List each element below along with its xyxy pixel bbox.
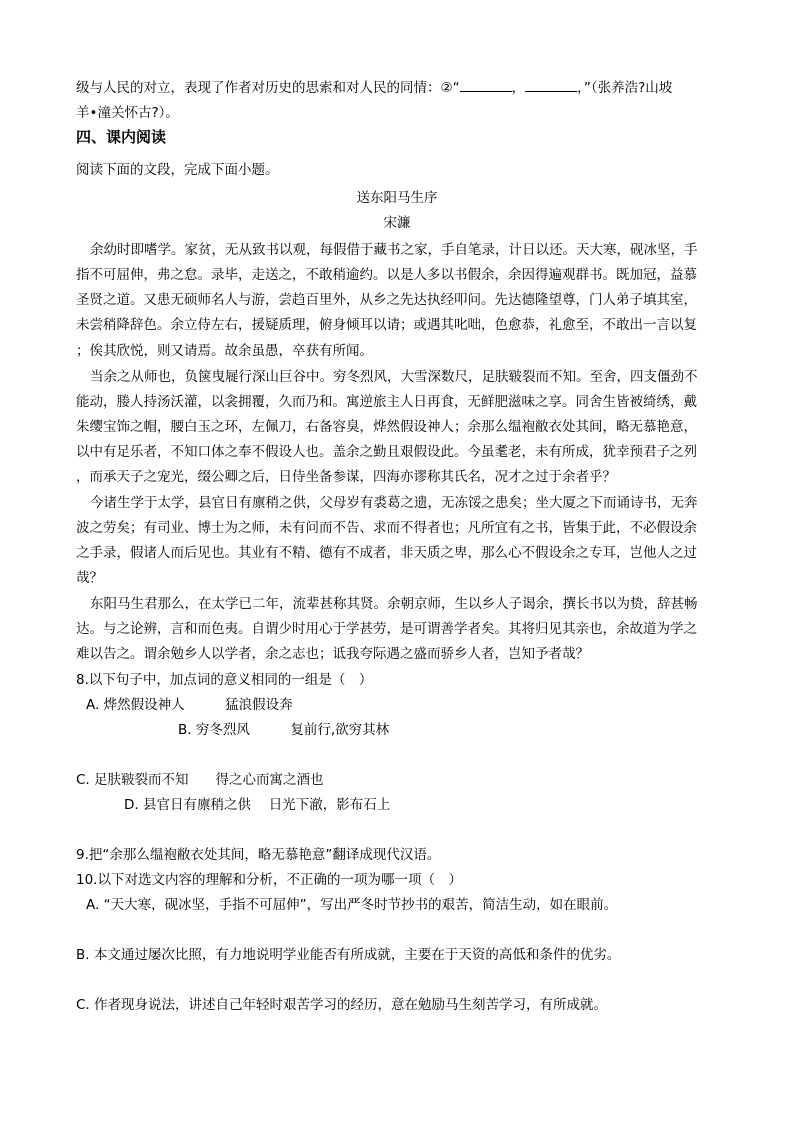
essay-line: 圣贤之道。又患无硕师名人与游，尝趋百里外，从乡之先达执经叩问。先达德隆望尊，门人弟子填其室， [76,292,697,308]
question-8-stem: 8.以下句子中，加点词的意义相同的一组是（ ） [76,672,373,688]
intro-line-2: 羊•潼关怀古?）。 [76,105,179,121]
essay-line: 达。与之论辨，言和而色夷。自谓少时用心于学甚劳，是可谓善学者矣。其将归见其亲也，余故道为学之 [76,621,697,637]
question-8-option-d[interactable]: D. 县官日有廪稍之供 日光下澈，影布石上 [124,797,391,813]
essay-line: 以中有足乐者，不知口体之奉不假设人也。盖余之勤且艰假设此。今虽耄老，未有所成，犹幸预君子之列 [76,444,697,460]
essay-line: ；俟其欣悦，则又请焉。故余虽愚，卒获有所闻。 [76,343,373,359]
essay-line: 朱缨宝饰之帽，腰白玉之环，左佩刀，右备容臭，烨然假设神人；余那么缊袍敝衣处其间，略无慕艳意， [76,419,697,435]
essay-line: ，而承天子之宠光，缀公卿之后，日侍坐备参谋，四海亦谬称其氏名，况才之过于余者乎？ [76,469,616,485]
essay-author: 宋濂 [383,215,411,231]
essay-line: 当余之从师也，负箧曳屣行深山巨谷中。穷冬烈风，大雪深数尺，足肤皲裂而不知。至舍，四支僵劲不 [90,369,698,385]
instruction: 阅读下面的文段，完成下面小题。 [76,162,279,178]
answer-blank-2[interactable] [525,79,577,92]
question-10-option-a[interactable]: A. “天大寒，砚冰坚，手指不可屈伸”，写出严冬时节抄书的艰苦，简洁生动，如在眼前。 [86,897,618,913]
section-title: 四、课内阅读 [76,128,167,146]
essay-line: 今诸生学于太学，县官日有廪稍之供，父母岁有裘葛之遗，无冻馁之患矣；坐大厦之下而诵诗书，无奔 [90,495,698,511]
essay-title: 送东阳马生序 [356,190,438,206]
question-8-option-b[interactable]: B. 穷冬烈风 复前行,欲穷其林 [178,722,390,738]
essay-line: 东阳马生君那么，在太学已二年，流辈甚称其贤。余朝京师，生以乡人子谒余，撰长书以为贽，辞甚畅 [90,596,698,612]
essay-line: 余幼时即嗜学。家贫，无从致书以观，每假借于藏书之家，手自笔录，计日以还。天大寒，砚冰坚，手 [90,242,698,258]
question-8-option-a[interactable]: A. 烨然假设神人 猛浪假设奔 [86,697,293,713]
question-9: 9.把“余那么缊袍敝衣处其间，略无慕艳意”翻译成现代汉语。 [76,847,441,863]
essay-line: 能动，媵人持汤沃灌，以衾拥覆，久而乃和。寓逆旅主人日再食，无鲜肥滋味之享。同舍生皆被绮绣，戴 [76,394,697,410]
essay-line: 未尝稍降辞色。余立侍左右，援疑质理，俯身倾耳以请；或遇其叱咄，色愈恭，礼愈至，不敢出一言以复 [76,317,697,333]
intro-line-1: 级与人民的对立，表现了作者对历史的思索和对人民的同情：②“ ， ，”（张养浩?山坡 [76,80,673,96]
essay-line: 哉？ [76,570,103,586]
essay-line: 难以告之。谓余勉乡人以学者，余之志也；诋我夸际遇之盛而骄乡人者，岂知予者哉？ [76,646,589,662]
question-10-stem: 10.以下对选文内容的理解和分析，不正确的一项为哪一项（ ） [76,872,462,888]
question-10-option-b[interactable]: B. 本文通过屡次比照，有力地说明学业能否有所成就，主要在于天资的高低和条件的优劣。 [76,947,621,963]
question-8-option-c[interactable]: C. 足肤皲裂而不知 得之心而寓之酒也 [76,772,324,788]
essay-line: 指不可屈伸，弗之怠。录毕，走送之，不敢稍逾约。以是人多以书假余，余因得遍观群书。既加冠，益慕 [76,267,697,283]
essay-line: 之手录，假诸人而后见也。其业有不精、德有不成者，非天质之卑，那么心不假设余之专耳，岂他人之过 [76,545,697,561]
question-10-option-c[interactable]: C. 作者现身说法，讲述自己年轻时艰苦学习的经历，意在勉励马生刻苦学习，有所成就。 [76,997,608,1013]
essay-line: 波之劳矣；有司业、博士为之师，未有问而不告、求而不得者也；凡所宜有之书，皆集于此，不必假设余 [76,520,697,536]
answer-blank-1[interactable] [460,79,512,92]
